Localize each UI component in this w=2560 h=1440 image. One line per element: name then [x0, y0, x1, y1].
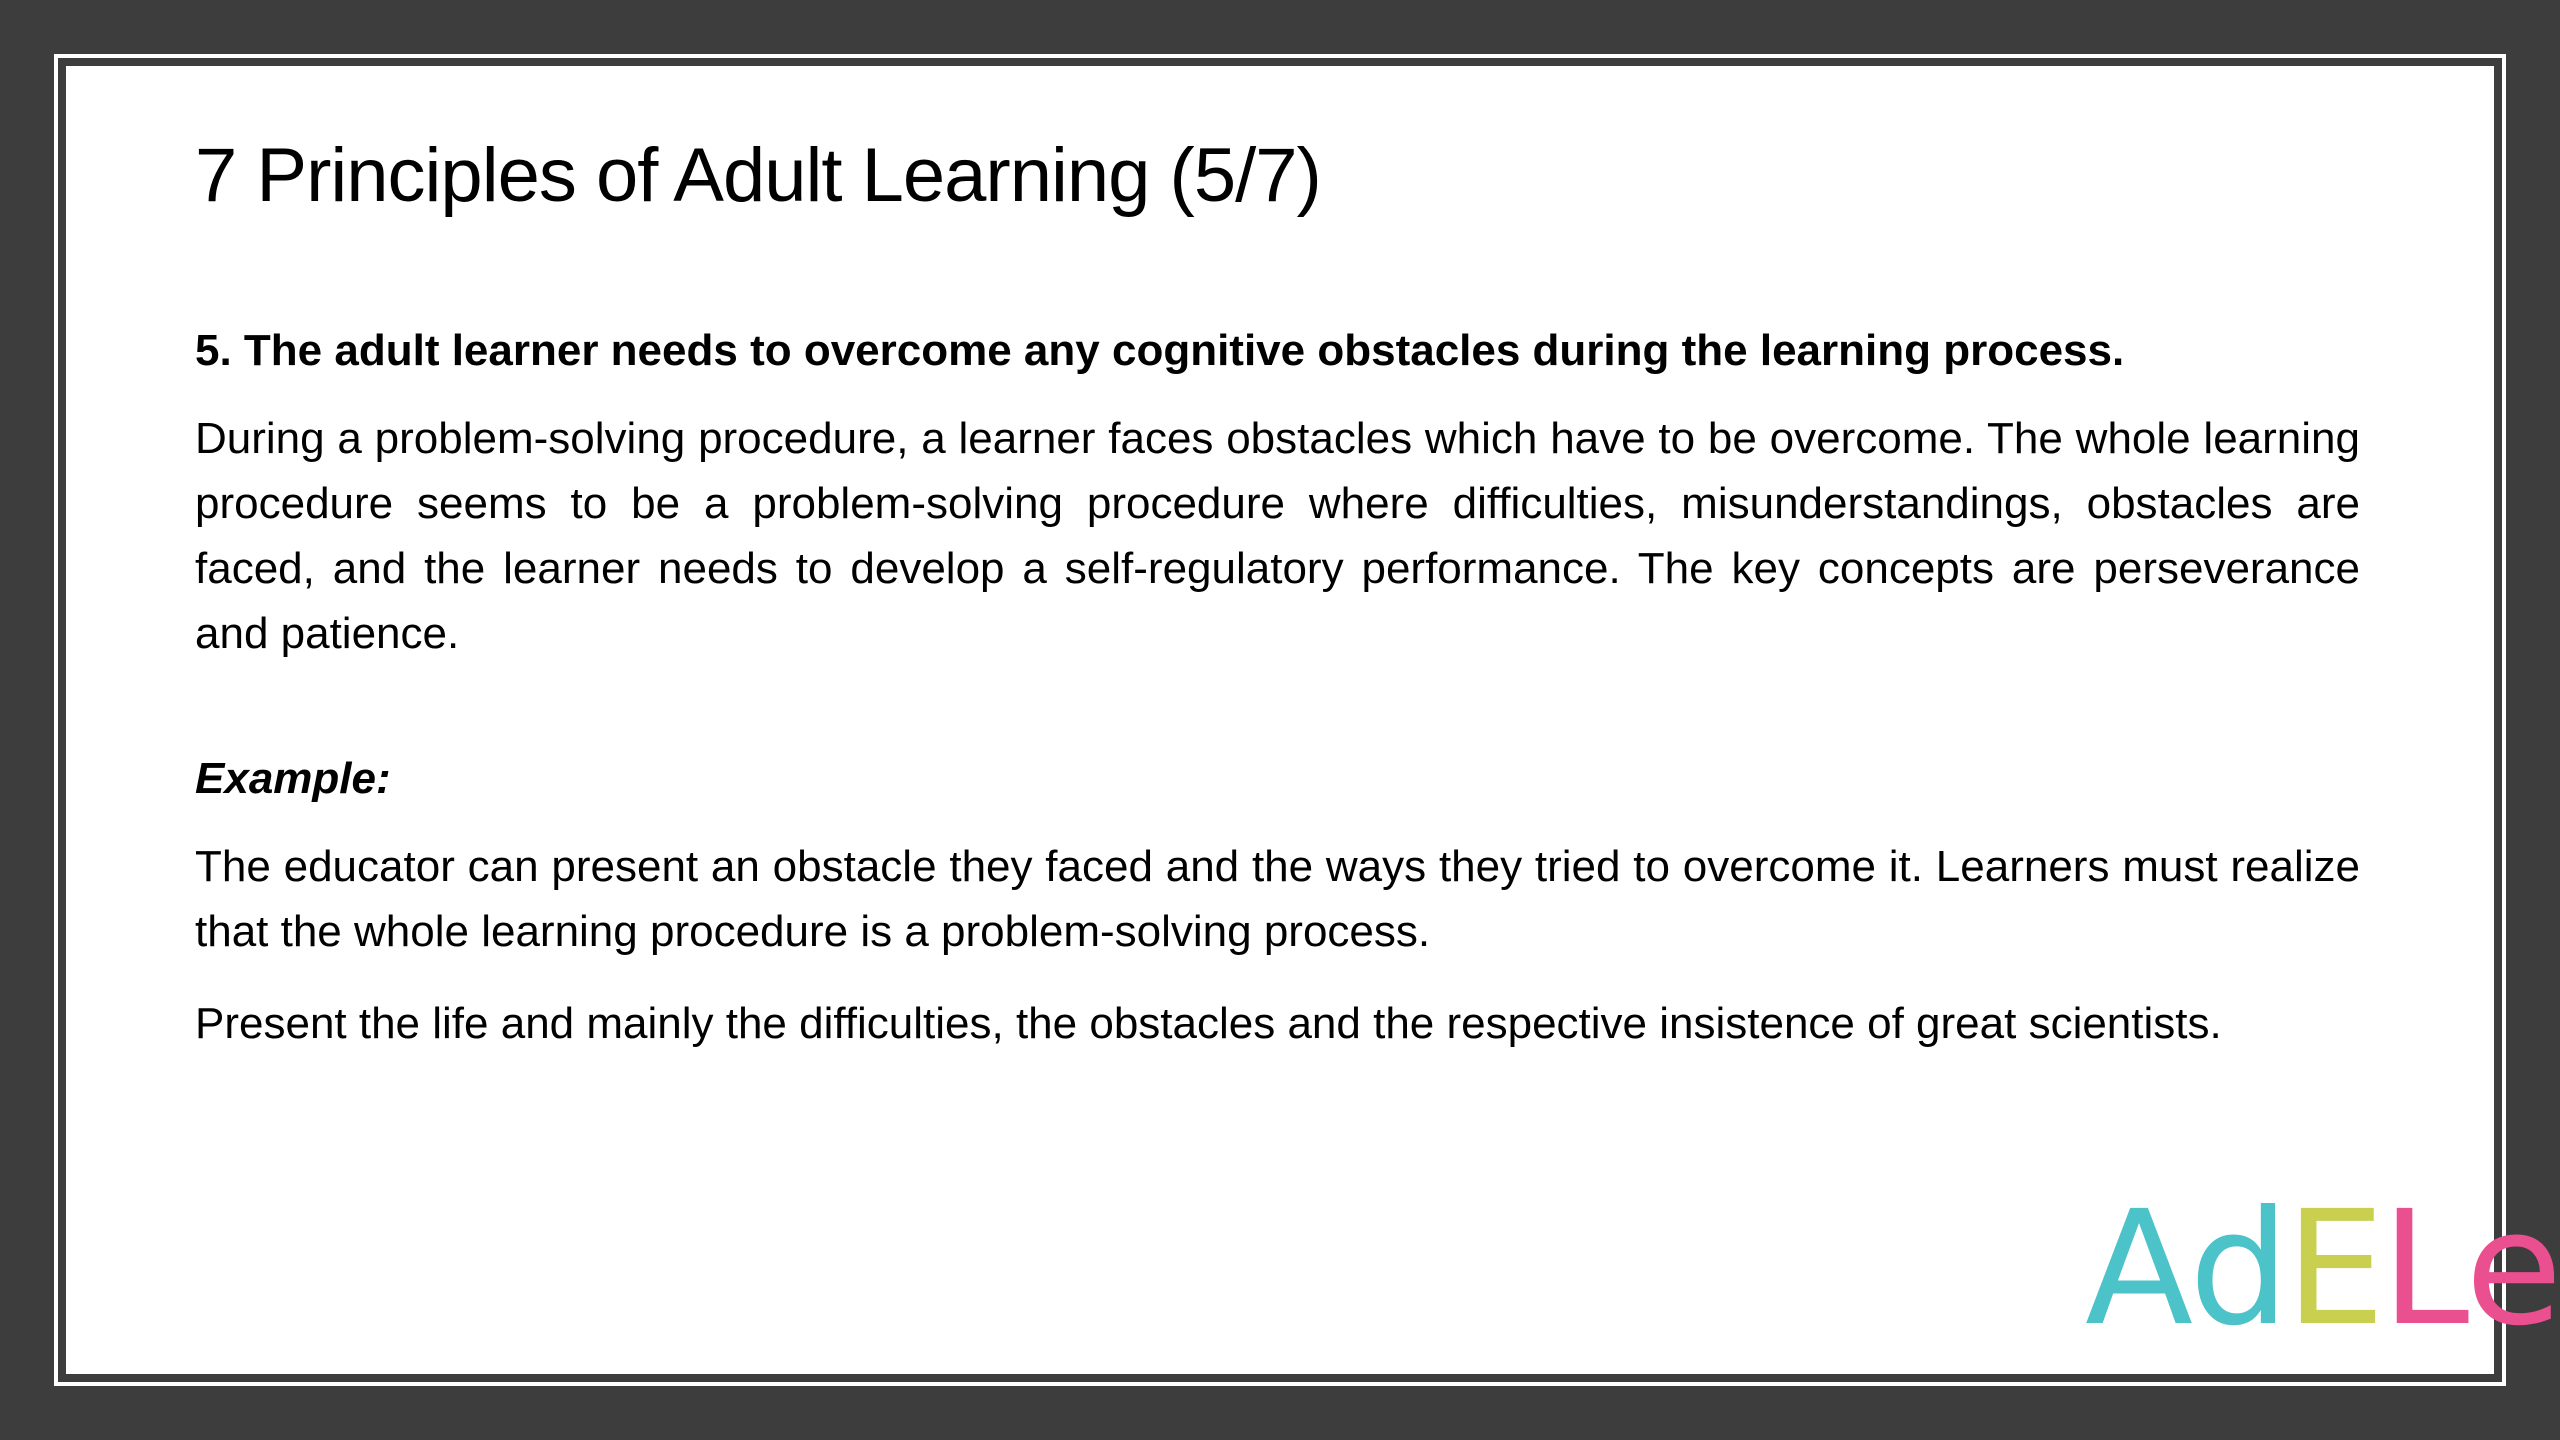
example-paragraph-2: Present the life and mainly the difficulties, the obstacles and the respective insistence of great scientists.: [195, 999, 2222, 1048]
logo-letter: e: [2465, 1177, 2559, 1361]
slide-body: [195, 318, 2360, 1056]
principle-description: During a problem-solving procedure, a learner faces obstacles which have to be overcome. The whole learning procedure seems to be a problem-solving procedure where difficulties, misunderstandings, obstacles are faced, and the learner needs to develop a self-regulatory performance. The key concepts are perseverance and patience.: [195, 414, 2360, 658]
logo-letter: L: [2381, 1177, 2466, 1361]
slide-title: 7 Principles of Adult Learning (5/7): [195, 133, 1321, 218]
logo-letter: d: [2189, 1177, 2286, 1361]
logo-letter: E: [2285, 1177, 2382, 1361]
adele-logo: [2085, 1177, 2559, 1361]
principle-heading: 5. The adult learner needs to overcome any cognitive obstacles during the learning process.: [195, 326, 2125, 375]
example-label: Example:: [195, 754, 391, 803]
logo-letter: A: [2085, 1177, 2190, 1361]
example-paragraph-1: The educator can present an obstacle they faced and the ways they tried to overcome it. Learners must realize that the whole learning procedure is a problem-solving process.: [195, 842, 2360, 956]
